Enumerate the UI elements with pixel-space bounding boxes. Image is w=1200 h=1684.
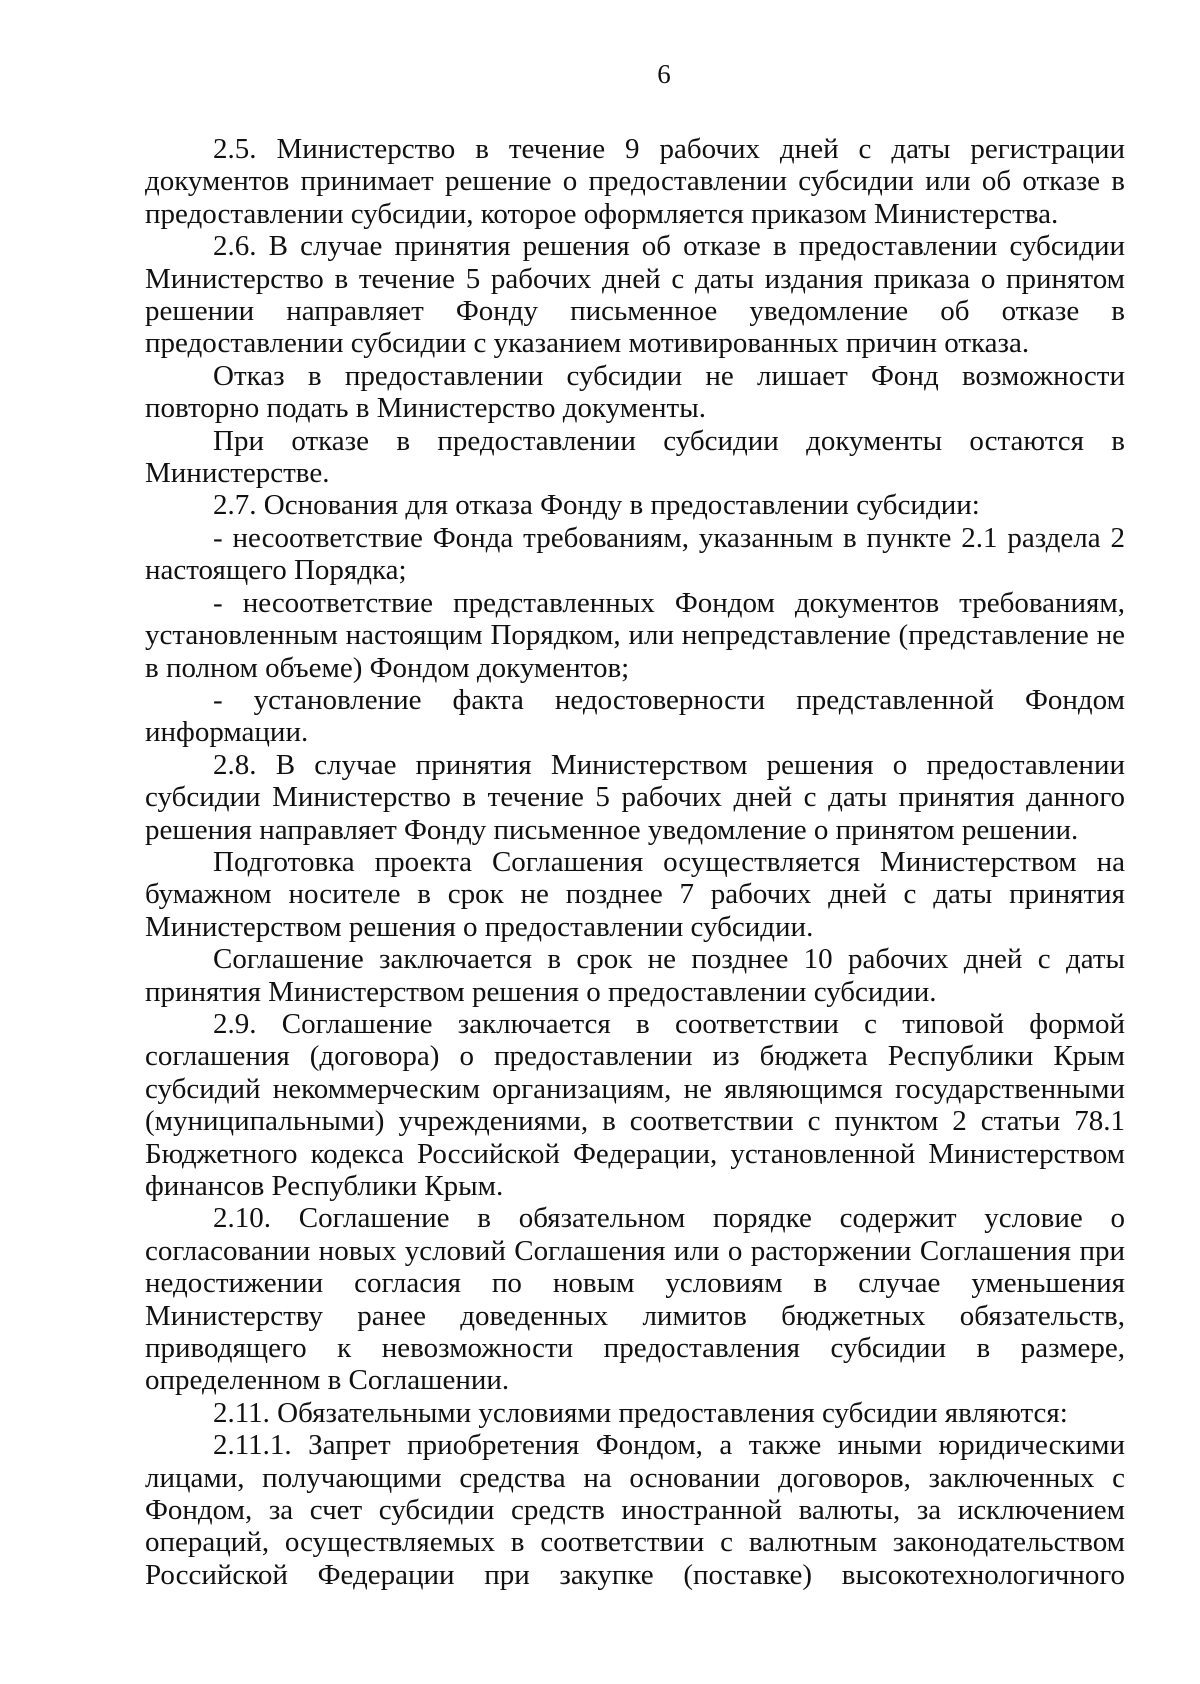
text-line: При отказе в предоставлении субсидии документы остаются в <box>213 424 1125 457</box>
text-line: - установление факта недостоверности представленной Фондом <box>213 683 1125 716</box>
text-line: определенном в Соглашении. <box>145 1364 510 1397</box>
text-line: 2.7. Основания для отказа Фонду в предоставлении субсидии: <box>213 489 980 522</box>
text-line: 2.11.1. Запрет приобретения Фондом, а также иными юридическими <box>213 1429 1125 1462</box>
text-line: предоставлении субсидии, которое оформляется приказом Министерства. <box>145 197 1059 230</box>
text-line: документов принимает решение о предоставлении субсидии или об отказе в <box>145 165 1125 198</box>
text-line: - несоответствие Фонда требованиям, указанным в пункте 2.1 раздела 2 <box>213 521 1125 554</box>
text-line: решения направляет Фонду письменное уведомление о принятом решении. <box>145 813 1079 846</box>
text-line: принятия Министерством решения о предоставлении субсидии. <box>145 975 937 1008</box>
text-line: операций, осуществляемых в соответствии с валютным законодательством <box>145 1526 1125 1559</box>
text-line: Подготовка проекта Соглашения осуществляется Министерством на <box>213 845 1125 878</box>
text-line: повторно подать в Министерство документы. <box>145 392 706 425</box>
text-line: (муниципальными) учреждениями, в соответствии с пунктом 2 статьи 78.1 <box>145 1105 1125 1138</box>
text-line: согласовании новых условий Соглашения или о расторжении Соглашения при <box>145 1234 1125 1267</box>
text-line: субсидий некоммерческим организациям, не являющимся государственными <box>145 1072 1125 1105</box>
paragraph <box>145 587 1125 684</box>
text-line: в полном объеме) Фондом документов; <box>145 651 630 684</box>
text-line: предоставлении субсидии с указанием мотивированных причин отказа. <box>145 327 1030 360</box>
paragraph <box>145 1429 1125 1591</box>
text-line: бумажном носителе в срок не позднее 7 рабочих дней с даты принятия <box>145 878 1125 911</box>
paragraph <box>145 1202 1125 1396</box>
text-line: 2.9. Соглашение заключается в соответствии с типовой формой <box>213 1007 1125 1040</box>
text-line: 2.5. Министерство в течение 9 рабочих дней с даты регистрации <box>213 133 1125 165</box>
text-line: соглашения (договора) о предоставлении из бюджета Республики Крым <box>145 1040 1125 1073</box>
text-line: 2.10. Соглашение в обязательном порядке содержит условие о <box>213 1202 1125 1235</box>
text-line: субсидии Министерство в течение 5 рабочих дней с даты принятия данного <box>145 781 1125 814</box>
paragraph <box>145 1008 1125 1202</box>
text-line: Отказ в предоставлении субсидии не лишает Фонд возможности <box>213 359 1125 392</box>
paragraph <box>145 425 1125 490</box>
paragraph <box>145 133 1125 230</box>
paragraph <box>145 230 1125 360</box>
text-line: Министерство в течение 5 рабочих дней с даты издания приказа о принятом <box>145 262 1125 295</box>
text-line: решении направляет Фонду письменное уведомление об отказе в <box>145 295 1125 328</box>
text-line: лицами, получающими средства на основании договоров, заключенных с <box>145 1461 1125 1494</box>
text-line: 2.6. В случае принятия решения об отказе в предоставлении субсидии <box>213 230 1125 263</box>
text-line: информации. <box>145 716 309 749</box>
text-line: Бюджетного кодекса Российской Федерации, установленной Министерством <box>145 1137 1125 1170</box>
text-line: Министерством решения о предоставлении субсидии. <box>145 910 814 943</box>
text-line: Фондом, за счет субсидии средств иностранной валюты, за исключением <box>145 1494 1125 1527</box>
paragraph <box>145 749 1125 846</box>
paragraph <box>145 360 1125 425</box>
text-line: Соглашение заключается в срок не позднее 10 рабочих дней с даты <box>213 943 1125 976</box>
text-line: 2.8. В случае принятия Министерством решения о предоставлении <box>213 748 1125 781</box>
text-line: Министерстве. <box>145 457 330 490</box>
text-line: финансов Республики Крым. <box>145 1170 504 1202</box>
paragraph <box>145 522 1125 587</box>
text-line: - несоответствие представленных Фондом документов требованиям, <box>213 586 1125 619</box>
document-body <box>145 133 1125 1591</box>
text-line: настоящего Порядка; <box>145 554 407 587</box>
text-line: Министерству ранее доведенных лимитов бюджетных обязательств, <box>145 1299 1125 1332</box>
text-line: приводящего к невозможности предоставления субсидии в размере, <box>145 1332 1125 1365</box>
paragraph <box>145 684 1125 749</box>
text-line: 2.11. Обязательными условиями предоставления субсидии являются: <box>213 1396 1068 1429</box>
paragraph <box>145 1397 1125 1429</box>
paragraph <box>145 489 1125 521</box>
paragraph <box>145 943 1125 1008</box>
text-line: недостижении согласия по новым условиям в случае уменьшения <box>145 1267 1125 1300</box>
text-line: Российской Федерации при закупке (поставке) высокотехнологичного <box>145 1558 1125 1591</box>
page-number: 6 <box>657 59 671 89</box>
text-line: установленным настоящим Порядком, или непредставление (представление не <box>145 619 1125 652</box>
paragraph <box>145 846 1125 943</box>
